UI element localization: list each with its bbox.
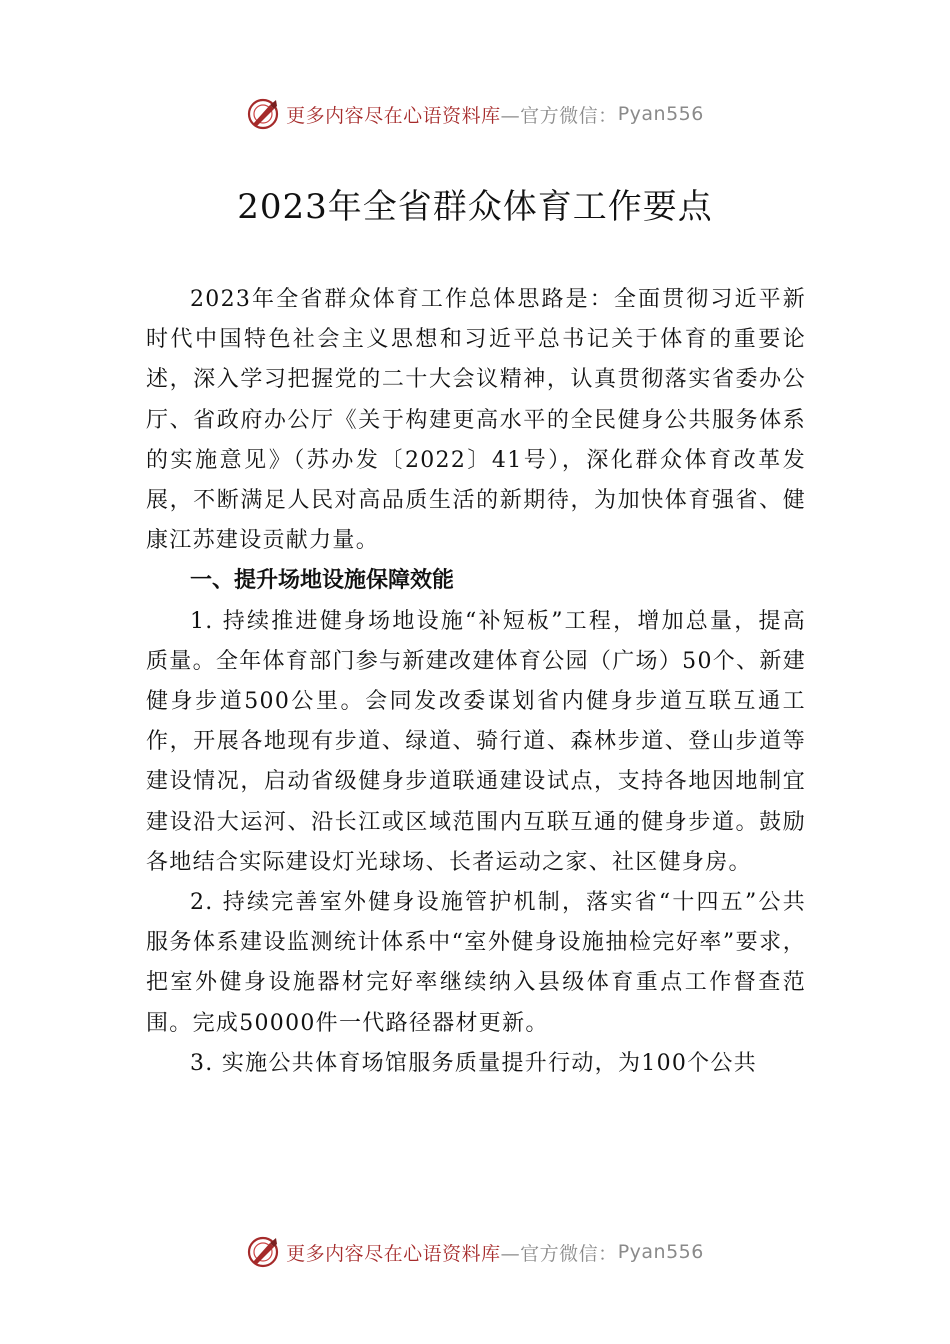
intro-paragraph: 2023年全省群众体育工作总体思路是：全面贯彻习近平新时代中国特色社会主义思想和习近平总书记关于体育的重要论述，深入学习把握党的二十大会议精神，认真贯彻落实省委办公厅、省政府办公厅《关于构建更高水平的全民健身公共服务体系的实施意见》（苏办发〔2022〕41号），深化群众体育改革发展，不断满足人民对高品质生活的新期待，为加快体育强省、健康江苏建设贡献力量。: [146, 287, 806, 554]
watermark-sub-text: —官方微信：: [500, 104, 618, 127]
item-paragraph-3: 3. 实施公共体育场馆服务质量提升行动，为100个公共: [190, 1050, 758, 1076]
item-paragraph-1: 1. 持续推进健身场地设施“补短板”工程，增加总量，提高质量。全年体育部门参与新建改建体育公园（广场）50个、新建健身步道500公里。会同发改委谋划省内健身步道互联互通工作，开展各地现有步道、绿道、骑行道、森林步道、登山步道等建设情况，启动省级健身步道联通建设试点，支持各地因地制宜建设沿大运河、沿长江或区域范围内互联互通的健身步道。鼓励各地结合实际建设灯光球场、长者运动之家、社区健身房。: [146, 608, 806, 875]
watermark-sub-text: —官方微信：: [500, 1242, 618, 1265]
document-body: [146, 280, 806, 1084]
watermark-main-text: 更多内容尽在心语资料库: [286, 1242, 501, 1265]
pen-nib-logo-icon: [246, 1235, 280, 1269]
pen-nib-logo-icon: [246, 97, 280, 131]
watermark-header: [0, 94, 950, 134]
watermark-wechat-id: Pyan556: [617, 1241, 704, 1263]
section-heading-1: 一、提升场地设施保障效能: [190, 568, 455, 594]
watermark-wechat-id: Pyan556: [617, 103, 704, 125]
watermark-main-text: 更多内容尽在心语资料库: [286, 104, 501, 127]
watermark-footer: [0, 1232, 950, 1272]
document-title: 2023年全省群众体育工作要点: [237, 187, 713, 227]
item-paragraph-2: 2. 持续完善室外健身设施管护机制，落实省“十四五”公共服务体系建设监测统计体系中“室外健身设施抽检完好率”要求，把室外健身设施器材完好率继续纳入县级体育重点工作督查范围。完成50000件一代路径器材更新。: [146, 890, 806, 1036]
